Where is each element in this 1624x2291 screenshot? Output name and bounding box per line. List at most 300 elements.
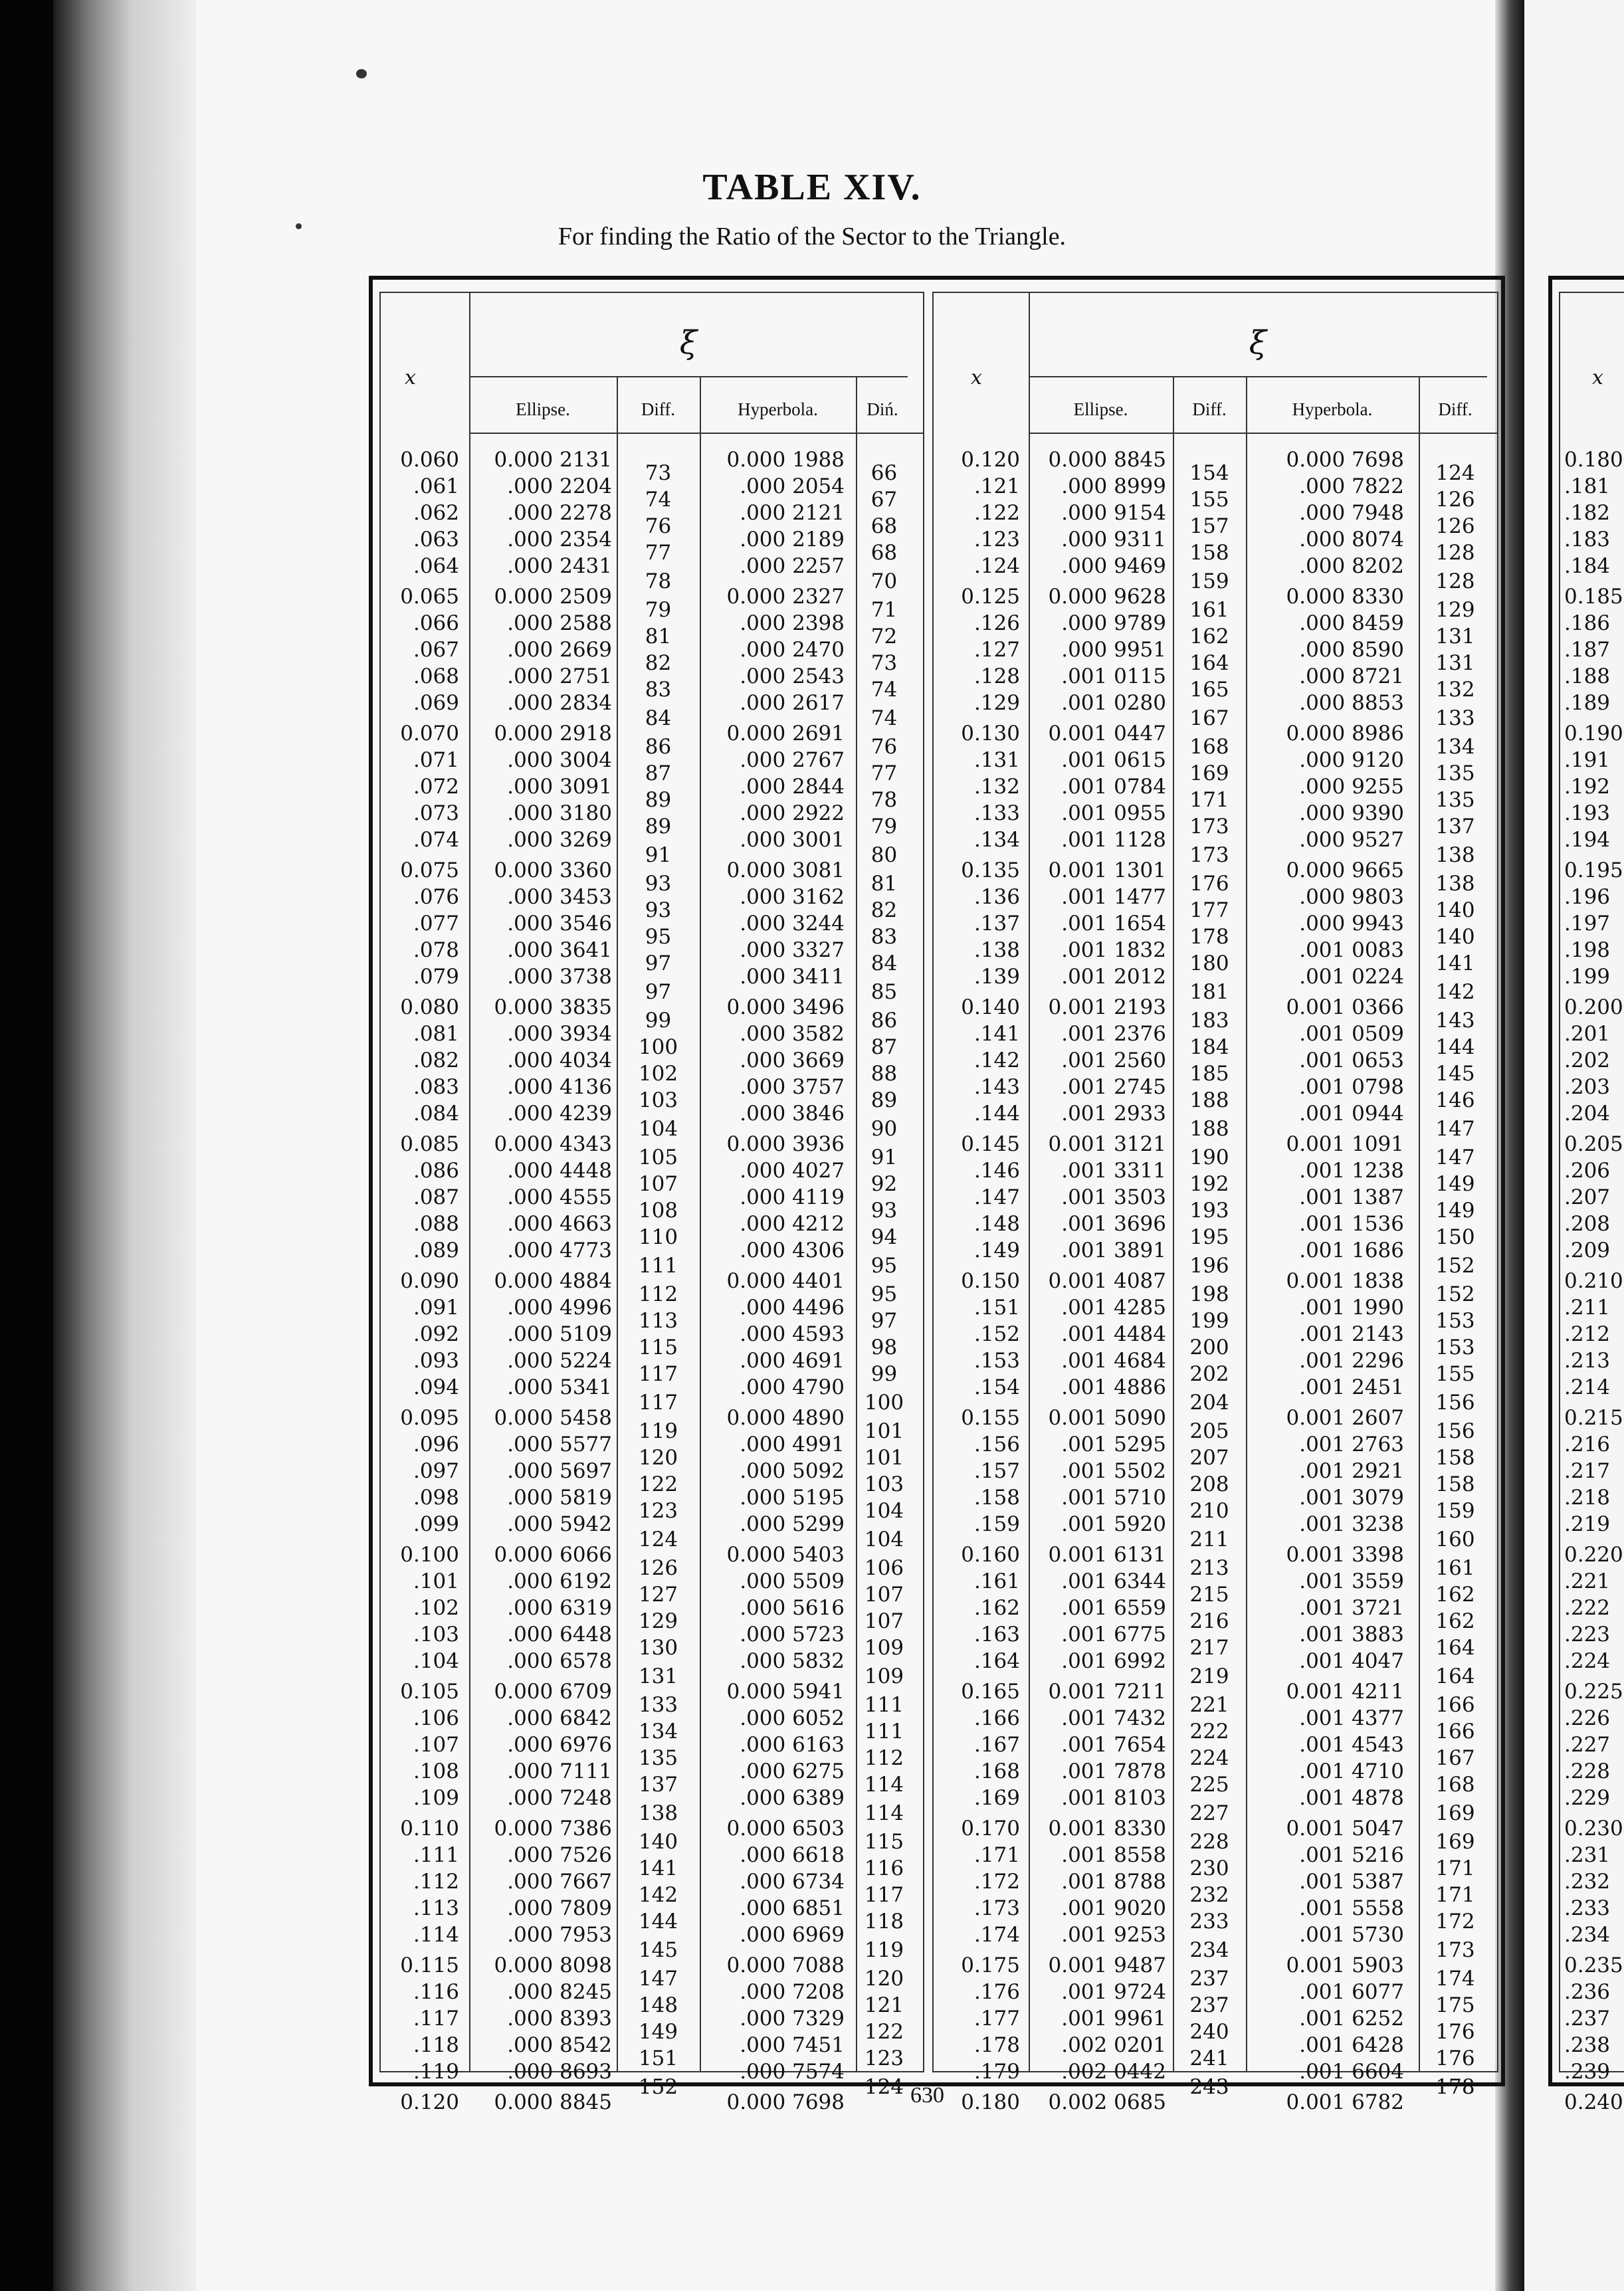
ellipse-value: .001 8558 <box>1061 1843 1166 1867</box>
ellipse-value: .000 2354 <box>507 528 612 551</box>
x-value: .147 <box>973 1185 1020 1209</box>
x-value: .174 <box>973 1923 1020 1947</box>
ellipse-diff-value: 237 <box>1189 1993 1229 2017</box>
ellipse-diff-value: 95 <box>645 925 672 949</box>
hyperbola-value: .000 4691 <box>740 1349 845 1373</box>
hyperbola-value: .000 5723 <box>740 1623 845 1646</box>
x-value: .062 <box>413 501 459 525</box>
ellipse-diff-value: 110 <box>638 1225 678 1249</box>
hyperbola-value: .001 2921 <box>1299 1459 1404 1483</box>
hyperbola-value: .000 5092 <box>740 1459 845 1483</box>
hyperbola-value: .001 5558 <box>1299 1896 1404 1920</box>
x-value: .197 <box>1564 912 1611 936</box>
x-header: x <box>971 366 982 389</box>
hyperbola-diff-value: 83 <box>870 925 898 949</box>
hyperbola-diff-value: 158 <box>1435 1472 1475 1496</box>
hyperbola-value: .001 6604 <box>1299 2060 1404 2084</box>
hyperbola-diff-value: 159 <box>1435 1499 1475 1523</box>
x-value: .159 <box>973 1512 1020 1536</box>
ellipse-diff-value: 157 <box>1189 514 1229 538</box>
ellipse-value: .001 0955 <box>1061 801 1166 825</box>
x-value: .117 <box>413 2007 459 2031</box>
rule <box>469 433 923 434</box>
hyperbola-value: 0.000 8330 <box>1286 585 1404 609</box>
ellipse-diff-value: 130 <box>638 1636 678 1660</box>
ellipse-diff-value: 107 <box>638 1172 678 1196</box>
hyperbola-diff-value: 90 <box>870 1117 898 1141</box>
ellipse-value: .001 1832 <box>1061 938 1166 962</box>
ellipse-diff-value: 135 <box>638 1746 678 1770</box>
x-value: .198 <box>1564 938 1611 962</box>
ellipse-value: .000 6192 <box>507 1569 612 1593</box>
hyperbola-diff-value: 73 <box>870 651 898 675</box>
ellipse-value: 0.001 0447 <box>1048 722 1166 746</box>
x-value: .212 <box>1564 1322 1611 1346</box>
ellipse-value: 0.000 2509 <box>494 585 612 609</box>
x-value: 0.110 <box>400 1817 459 1841</box>
hyperbola-diff-value: 152 <box>1435 1282 1475 1306</box>
x-value: .111 <box>413 1843 459 1867</box>
ellipse-value: .001 6775 <box>1061 1623 1166 1646</box>
ellipse-diff-value: 74 <box>645 488 672 512</box>
ellipse-diff-value: 234 <box>1189 1938 1229 1962</box>
ellipse-diff-value: 171 <box>1189 788 1229 812</box>
ellipse-diff-value: 181 <box>1189 980 1229 1004</box>
ellipse-diff-value: 240 <box>1189 2020 1229 2044</box>
ellipse-diff-value: 81 <box>645 625 672 648</box>
hyperbola-value: .000 6275 <box>740 1759 845 1783</box>
hyperbola-value: .000 7574 <box>740 2060 845 2084</box>
hyperbola-diff-value: 153 <box>1435 1336 1475 1359</box>
ellipse-value: 0.001 8330 <box>1048 1817 1166 1841</box>
hyperbola-header: Hyperbola. <box>738 399 818 419</box>
x-value: .238 <box>1564 2033 1611 2057</box>
ellipse-value: .000 8393 <box>507 2007 612 2031</box>
ellipse-diff-value: 224 <box>1189 1746 1229 1770</box>
x-value: 0.120 <box>961 448 1020 472</box>
hyperbola-value: .001 0083 <box>1299 938 1404 962</box>
x-value: .172 <box>973 1870 1020 1894</box>
x-value: .078 <box>413 938 459 962</box>
x-value: .168 <box>973 1759 1020 1783</box>
hyperbola-diff-value: 128 <box>1435 541 1475 565</box>
ellipse-value: .001 1654 <box>1061 912 1166 936</box>
x-value: .133 <box>973 801 1020 825</box>
ellipse-diff-value: 148 <box>638 1993 678 2017</box>
ellipse-diff-value: 195 <box>1189 1225 1229 1249</box>
ellipse-value: .001 2933 <box>1061 1102 1166 1126</box>
ellipse-value: .000 2834 <box>507 691 612 715</box>
hyperbola-diff-value: 131 <box>1435 625 1475 648</box>
ellipse-diff-value: 198 <box>1189 1282 1229 1306</box>
ellipse-value: .001 3891 <box>1061 1239 1166 1262</box>
ellipse-diff-value: 79 <box>645 598 672 622</box>
ellipse-value: .001 6559 <box>1061 1596 1166 1620</box>
hyperbola-diff-value: 119 <box>864 1938 904 1962</box>
ellipse-diff-value: 145 <box>638 1938 678 1962</box>
ellipse-diff-value: 91 <box>645 843 672 867</box>
x-value: .203 <box>1564 1075 1611 1099</box>
x-value: .123 <box>973 528 1020 551</box>
hyperbola-diff-value: 178 <box>1435 2075 1475 2099</box>
ellipse-value: .001 2560 <box>1061 1048 1166 1072</box>
x-value: .192 <box>1564 775 1611 799</box>
ellipse-value: .001 4684 <box>1061 1349 1166 1373</box>
hyperbola-diff-value: 99 <box>870 1362 898 1386</box>
x-value: .178 <box>973 2033 1020 2057</box>
x-value: .077 <box>413 912 459 936</box>
book-spine-shadow <box>53 0 196 2291</box>
hyperbola-value: .000 6734 <box>740 1870 845 1894</box>
x-value: .104 <box>413 1649 459 1673</box>
ellipse-diff-value: 138 <box>638 1801 678 1825</box>
hyperbola-diff-value: 122 <box>864 2020 904 2044</box>
hyperbola-diff-value: 109 <box>864 1636 904 1660</box>
ellipse-diff-value: 164 <box>1189 651 1229 675</box>
x-value: 0.180 <box>961 2090 1020 2114</box>
hyperbola-value: .001 0224 <box>1299 965 1404 989</box>
x-header: x <box>1592 366 1603 389</box>
hyperbola-diff-value: 118 <box>864 1910 904 1934</box>
x-value: .239 <box>1564 2060 1611 2084</box>
ellipse-diff-value: 211 <box>1189 1528 1229 1551</box>
hyperbola-value: .001 6252 <box>1299 2007 1404 2031</box>
x-value: .071 <box>413 748 459 772</box>
ellipse-diff-value: 89 <box>645 815 672 839</box>
hyperbola-value: .001 3079 <box>1299 1486 1404 1510</box>
hyperbola-diff-value: 155 <box>1435 1362 1475 1386</box>
ellipse-value: .001 7878 <box>1061 1759 1166 1783</box>
x-value: .074 <box>413 828 459 852</box>
x-value: .181 <box>1564 474 1611 498</box>
hyperbola-diff-value: 92 <box>870 1172 898 1196</box>
ellipse-diff-value: 161 <box>1189 598 1229 622</box>
ellipse-diff-value: 78 <box>645 569 672 593</box>
x-value: .169 <box>973 1786 1020 1810</box>
hyperbola-diff-value: 147 <box>1435 1117 1475 1141</box>
x-value: .161 <box>973 1569 1020 1593</box>
ellipse-value: .000 4773 <box>507 1239 612 1262</box>
ellipse-value: .000 2431 <box>507 554 612 578</box>
ellipse-diff-value: 188 <box>1189 1088 1229 1112</box>
hyperbola-diff-value: 103 <box>864 1472 904 1496</box>
x-value: 0.175 <box>961 1953 1020 1977</box>
x-value: .103 <box>413 1623 459 1646</box>
hyperbola-diff-value: 135 <box>1435 788 1475 812</box>
ellipse-header: Ellipse. <box>1073 399 1128 419</box>
hyperbola-diff-value: 98 <box>870 1336 898 1359</box>
x-value: 0.125 <box>961 585 1020 609</box>
ellipse-value: 0.000 7386 <box>494 1817 612 1841</box>
hyperbola-value: .001 1990 <box>1299 1296 1404 1320</box>
x-value: .088 <box>413 1212 459 1236</box>
hyperbola-diff-value: 134 <box>1435 735 1475 759</box>
hyperbola-diff-value: 70 <box>870 569 898 593</box>
hyperbola-diff-value: 82 <box>870 898 898 922</box>
hyperbola-diff-value: 126 <box>1435 514 1475 538</box>
x-value: 0.105 <box>400 1680 459 1704</box>
hyperbola-value: .000 5195 <box>740 1486 845 1510</box>
x-value: .083 <box>413 1075 459 1099</box>
ellipse-value: 0.000 2918 <box>494 722 612 746</box>
hyperbola-diff-value: 135 <box>1435 761 1475 785</box>
x-value: .171 <box>973 1843 1020 1867</box>
ellipse-diff-value: 200 <box>1189 1336 1229 1359</box>
x-value: 0.215 <box>1564 1406 1623 1430</box>
ellipse-value: .000 5341 <box>507 1375 612 1399</box>
hyperbola-diff-value: 145 <box>1435 1062 1475 1086</box>
ellipse-value: .000 2278 <box>507 501 612 525</box>
x-value: .096 <box>413 1433 459 1456</box>
hyperbola-diff-value: 93 <box>870 1199 898 1223</box>
ellipse-value: .000 9789 <box>1061 611 1166 635</box>
ellipse-diff-value: 192 <box>1189 1172 1229 1196</box>
hyperbola-diff-value: 114 <box>864 1801 904 1825</box>
x-value: .186 <box>1564 611 1611 635</box>
ellipse-value: .001 4484 <box>1061 1322 1166 1346</box>
hyperbola-value: .001 0653 <box>1299 1048 1404 1072</box>
hyperbola-diff-value: 149 <box>1435 1172 1475 1196</box>
ellipse-value: .000 3180 <box>507 801 612 825</box>
hyperbola-value: .000 6618 <box>740 1843 845 1867</box>
ellipse-value: .001 1477 <box>1061 885 1166 909</box>
hyperbola-value: .000 4306 <box>740 1239 845 1262</box>
ellipse-value: .000 2588 <box>507 611 612 635</box>
x-value: 0.135 <box>961 858 1020 882</box>
hyperbola-value: .001 1536 <box>1299 1212 1404 1236</box>
hyperbola-value: .000 9527 <box>1299 828 1404 852</box>
ellipse-diff-value: 173 <box>1189 815 1229 839</box>
x-value: .149 <box>973 1239 1020 1262</box>
x-value: .189 <box>1564 691 1611 715</box>
x-value: .236 <box>1564 1980 1611 2004</box>
ellipse-value: 0.002 0685 <box>1048 2090 1166 2114</box>
hyperbola-value: .000 3669 <box>740 1048 845 1072</box>
diff-header: Diff. <box>1438 399 1472 419</box>
ellipse-diff-value: 228 <box>1189 1830 1229 1854</box>
ellipse-diff-value: 196 <box>1189 1254 1229 1278</box>
x-value: .098 <box>413 1486 459 1510</box>
x-value: .122 <box>973 501 1020 525</box>
hyperbola-diff-value: 156 <box>1435 1419 1475 1443</box>
hyperbola-value: .000 9390 <box>1299 801 1404 825</box>
ellipse-value: 0.001 1301 <box>1048 858 1166 882</box>
hyperbola-value: .000 6389 <box>740 1786 845 1810</box>
hyperbola-value: .000 4593 <box>740 1322 845 1346</box>
ellipse-value: .001 8788 <box>1061 1870 1166 1894</box>
ellipse-diff-value: 213 <box>1189 1556 1229 1580</box>
x-value: .214 <box>1564 1375 1611 1399</box>
x-value: .119 <box>413 2060 459 2084</box>
hyperbola-diff-value: 95 <box>870 1254 898 1278</box>
hyperbola-value: .001 3721 <box>1299 1596 1404 1620</box>
ellipse-value: .000 2204 <box>507 474 612 498</box>
x-value: 0.235 <box>1564 1953 1623 1977</box>
ellipse-diff-value: 176 <box>1189 872 1229 896</box>
hyperbola-diff-value: 168 <box>1435 1773 1475 1797</box>
ellipse-value: .000 5109 <box>507 1322 612 1346</box>
x-value: .234 <box>1564 1923 1611 1947</box>
hyperbola-value: 0.000 9665 <box>1286 858 1404 882</box>
ellipse-diff-value: 115 <box>638 1336 678 1359</box>
x-value: 0.075 <box>400 858 459 882</box>
hyperbola-diff-value: 115 <box>864 1830 904 1854</box>
hyperbola-diff-value: 138 <box>1435 843 1475 867</box>
x-value: .221 <box>1564 1569 1611 1593</box>
ellipse-diff-value: 93 <box>645 898 672 922</box>
hyperbola-value: 0.001 5903 <box>1286 1953 1404 1977</box>
ellipse-diff-value: 103 <box>638 1088 678 1112</box>
x-value: .226 <box>1564 1706 1611 1730</box>
hyperbola-diff-value: 107 <box>864 1609 904 1633</box>
hyperbola-diff-value: 124 <box>1435 461 1475 485</box>
hyperbola-diff-value: 146 <box>1435 1088 1475 1112</box>
diff-header: Diff. <box>641 399 676 419</box>
hyperbola-diff-value: 144 <box>1435 1035 1475 1059</box>
ink-speck <box>356 69 367 78</box>
hyperbola-value: 0.000 6503 <box>726 1817 845 1841</box>
ellipse-diff-value: 82 <box>645 651 672 675</box>
x-value: .162 <box>973 1596 1020 1620</box>
ellipse-diff-value: 185 <box>1189 1062 1229 1086</box>
hyperbola-diff-value: 176 <box>1435 2020 1475 2044</box>
ellipse-value: .001 0280 <box>1061 691 1166 715</box>
ellipse-diff-value: 105 <box>638 1146 678 1169</box>
x-value: .079 <box>413 965 459 989</box>
hyperbola-value: .000 7948 <box>1299 501 1404 525</box>
x-value: .076 <box>413 885 459 909</box>
ellipse-value: 0.000 3835 <box>494 995 612 1019</box>
x-value: 0.145 <box>961 1132 1020 1156</box>
x-value: .223 <box>1564 1623 1611 1646</box>
ellipse-diff-value: 168 <box>1189 735 1229 759</box>
x-value: 0.085 <box>400 1132 459 1156</box>
x-value: .209 <box>1564 1239 1611 1262</box>
ellipse-diff-value: 108 <box>638 1199 678 1223</box>
hyperbola-value: .001 0944 <box>1299 1102 1404 1126</box>
ellipse-diff-value: 152 <box>638 2075 678 2099</box>
x-value: .231 <box>1564 1843 1611 1867</box>
x-value: 0.160 <box>961 1543 1020 1567</box>
hyperbola-diff-value: 164 <box>1435 1636 1475 1660</box>
ellipse-value: .000 5819 <box>507 1486 612 1510</box>
hyperbola-value: 0.001 0366 <box>1286 995 1404 1019</box>
x-value: .227 <box>1564 1733 1611 1757</box>
ellipse-value: .001 8103 <box>1061 1786 1166 1810</box>
hyperbola-value: 0.001 2607 <box>1286 1406 1404 1430</box>
ellipse-value: .000 3738 <box>507 965 612 989</box>
ellipse-value: .001 9724 <box>1061 1980 1166 2004</box>
hyperbola-diff-value: 161 <box>1435 1556 1475 1580</box>
hyperbola-value: 0.000 5403 <box>726 1543 845 1567</box>
x-value: .146 <box>973 1159 1020 1183</box>
ellipse-diff-value: 227 <box>1189 1801 1229 1825</box>
ellipse-diff-value: 225 <box>1189 1773 1229 1797</box>
hyperbola-value: .000 7208 <box>740 1980 845 2004</box>
hyperbola-value: .000 3411 <box>740 965 845 989</box>
x-value: 0.140 <box>961 995 1020 1019</box>
ellipse-value: .000 4034 <box>507 1048 612 1072</box>
x-value: .072 <box>413 775 459 799</box>
hyperbola-value: 0.000 1988 <box>726 448 845 472</box>
hyperbola-diff-value: 143 <box>1435 1009 1475 1033</box>
hyperbola-value: .000 4212 <box>740 1212 845 1236</box>
x-value: .167 <box>973 1733 1020 1757</box>
table-frame <box>369 276 1505 2114</box>
hyperbola-value: 0.001 3398 <box>1286 1543 1404 1567</box>
x-value: 0.095 <box>400 1406 459 1430</box>
ellipse-diff-value: 199 <box>1189 1309 1229 1333</box>
x-value: 0.190 <box>1564 722 1623 746</box>
hyperbola-value: 0.001 5047 <box>1286 1817 1404 1841</box>
hyperbola-value: .000 9120 <box>1299 748 1404 772</box>
hyperbola-value: .000 5616 <box>740 1596 845 1620</box>
x-value: 0.130 <box>961 722 1020 746</box>
x-value: .102 <box>413 1596 459 1620</box>
hyperbola-diff-value: 95 <box>870 1282 898 1306</box>
ellipse-diff-value: 141 <box>638 1856 678 1880</box>
ellipse-diff-value: 216 <box>1189 1609 1229 1633</box>
ellipse-value: .000 8542 <box>507 2033 612 2057</box>
x-value: .066 <box>413 611 459 635</box>
x-value: .237 <box>1564 2007 1611 2031</box>
ellipse-value: .000 3546 <box>507 912 612 936</box>
ellipse-value: .000 7953 <box>507 1923 612 1947</box>
hyperbola-value: .001 5216 <box>1299 1843 1404 1867</box>
x-value: .193 <box>1564 801 1611 825</box>
ellipse-diff-value: 202 <box>1189 1362 1229 1386</box>
hyperbola-value: .001 3559 <box>1299 1569 1404 1593</box>
hyperbola-value: .000 3757 <box>740 1075 845 1099</box>
ellipse-diff-value: 97 <box>645 980 672 1004</box>
hyperbola-diff-value: 74 <box>870 706 898 730</box>
x-value: .166 <box>973 1706 1020 1730</box>
ellipse-value: .001 2745 <box>1061 1075 1166 1099</box>
x-value: .063 <box>413 528 459 551</box>
ellipse-diff-value: 129 <box>638 1609 678 1633</box>
ellipse-diff-value: 243 <box>1189 2075 1229 2099</box>
x-value: .183 <box>1564 528 1611 551</box>
hyperbola-diff-value: 111 <box>864 1720 904 1743</box>
ellipse-value: .000 7248 <box>507 1786 612 1810</box>
ellipse-value: .000 8693 <box>507 2060 612 2084</box>
hyperbola-value: .000 5509 <box>740 1569 845 1593</box>
hyperbola-value: .000 8590 <box>1299 638 1404 662</box>
x-value: .219 <box>1564 1512 1611 1536</box>
x-value: .089 <box>413 1239 459 1262</box>
hyperbola-value: .000 2470 <box>740 638 845 662</box>
hyperbola-value: .001 6077 <box>1299 1980 1404 2004</box>
ellipse-value: .000 4555 <box>507 1185 612 1209</box>
x-value: .112 <box>413 1870 459 1894</box>
x-value: 0.120 <box>400 2090 459 2114</box>
ellipse-diff-value: 73 <box>645 461 672 485</box>
hyperbola-value: .001 5730 <box>1299 1923 1404 1947</box>
ellipse-diff-value: 222 <box>1189 1720 1229 1743</box>
ellipse-diff-value: 149 <box>638 2020 678 2044</box>
x-value: 0.195 <box>1564 858 1623 882</box>
x-value: 0.185 <box>1564 585 1623 609</box>
x-value: .138 <box>973 938 1020 962</box>
x-value: .177 <box>973 2007 1020 2031</box>
hyperbola-value: .000 8074 <box>1299 528 1404 551</box>
scan-border-left <box>0 0 53 2291</box>
ellipse-value: 0.001 6131 <box>1048 1543 1166 1567</box>
hyperbola-diff-value: 162 <box>1435 1609 1475 1633</box>
ellipse-value: .001 1128 <box>1061 828 1166 852</box>
ellipse-value: .001 7654 <box>1061 1733 1166 1757</box>
hyperbola-diff-value: 123 <box>864 2046 904 2070</box>
